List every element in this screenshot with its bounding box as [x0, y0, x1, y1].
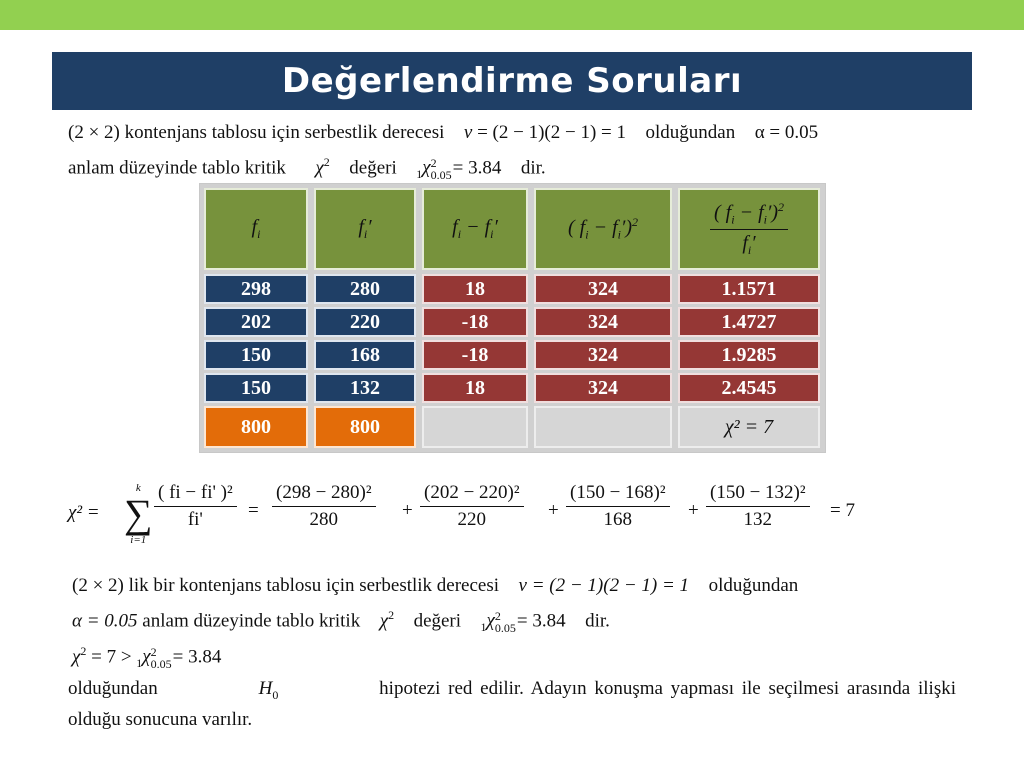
term-1: $\frac{\text{(298 − 280)²}}{280}$ [272, 482, 376, 531]
intro-text: dir. [520, 157, 546, 179]
cell-ratio-row4: 2.4545 [678, 373, 820, 403]
total-empty-2 [534, 406, 672, 448]
term-2: $\frac{\text{(202 − 220)²}}{220}$ [420, 482, 524, 531]
critical-chi: $_1$χ 2 0.05 [136, 644, 172, 671]
total-chi-square: χ² = 7 [678, 406, 820, 448]
cell-ratio-row1: 1.1571 [678, 274, 820, 304]
df-expression: v = (2 − 1)(2 − 1) = 1 [518, 575, 690, 596]
cell-diff-row3: -18 [422, 340, 528, 370]
header-fi-prime: $f_i'$ [314, 188, 416, 270]
slide-title: Değerlendirme Soruları [281, 61, 743, 101]
cell-diffsq-row1: 324 [534, 274, 672, 304]
intro-line-2: anlam düzeyinde tablo kritik $\chi^2$ değeri $_1$χ 2 0.05 = 3.84 dir. [68, 155, 546, 182]
null-hypothesis: $H_0$ [258, 678, 279, 702]
chi-square-formula [68, 478, 968, 548]
alpha-value: α = 0.05 [754, 122, 819, 143]
header-fi: $f_i$ [204, 188, 308, 270]
header-ratio: $\frac{( f_i - f_i')^2}{f_i'}$ [678, 188, 820, 270]
conclusion-line-1 [72, 575, 798, 597]
cell-fi-row1: 298 [204, 274, 308, 304]
cell-fi-prime-row2: 220 [314, 307, 416, 337]
formula-lhs: χ² = [68, 502, 100, 523]
cell-fi-row3: 150 [204, 340, 308, 370]
intro-text: değeri [349, 157, 397, 179]
total-empty-1 [422, 406, 528, 448]
header-difference-squared: ( $f_i - f_i')^2$ [534, 188, 672, 270]
conclusion-line-2: α = 0.05 anlam düzeyinde tablo kritik $\chi^2$ değeri $_1$χ 2 0.05 = 3.84 dir. [72, 608, 610, 635]
chi-symbol: χ [379, 610, 389, 632]
total-fi-prime: 800 [314, 406, 416, 448]
equals-sign: = [248, 500, 259, 521]
plus-sign: + [402, 500, 413, 521]
nu-symbol: v [463, 122, 473, 143]
cell-ratio-row2: 1.4727 [678, 307, 820, 337]
conclusion-text: dir. [585, 610, 610, 632]
contingency-table [200, 184, 825, 452]
chi-symbol: χ [315, 157, 324, 179]
term-4: $\frac{\text{(150 − 132)²}}{132}$ [706, 482, 810, 531]
critical-value: = 3.84 [172, 646, 222, 668]
cell-ratio-row3: 1.9285 [678, 340, 820, 370]
total-fi: 800 [204, 406, 308, 448]
intro-text: anlam düzeyinde tablo kritik [68, 157, 286, 179]
critical-chi: $_1$χ 2 0.05 [416, 155, 452, 182]
title-banner [52, 52, 972, 110]
conclusion-text: olduğundan [708, 575, 799, 596]
plus-sign: + [548, 500, 559, 521]
df-expression: = (2 − 1)(2 − 1) = 1 [472, 122, 626, 143]
cell-fi-row4: 150 [204, 373, 308, 403]
cell-fi-prime-row1: 280 [314, 274, 416, 304]
comparison: = 7 > [86, 646, 132, 668]
cell-diffsq-row4: 324 [534, 373, 672, 403]
conclusion-text: anlam düzeyinde tablo kritik [142, 610, 361, 632]
conclusion-text: hipotezi red edilir. Adayın konuşma yapması ile seçilmesi arasında ilişki [379, 678, 956, 699]
conclusion-line-3: $\chi^2 = 7 > _1\chi$ 2 0.05 = 3.84 [72, 644, 222, 671]
conclusion-line-5: olduğu sonucuna varılır. [68, 709, 253, 730]
term-3: $\frac{\text{(150 − 168)²}}{168}$ [566, 482, 670, 531]
chi-symbol: χ [72, 646, 81, 668]
cell-diff-row1: 18 [422, 274, 528, 304]
cell-fi-row2: 202 [204, 307, 308, 337]
cell-diff-row2: -18 [422, 307, 528, 337]
general-term: $\frac{\text{( fi − fi' )²}}{fi'}$ [154, 482, 237, 531]
cell-diff-row4: 18 [422, 373, 528, 403]
intro-text: olduğundan [645, 122, 736, 143]
formula-result: = 7 [830, 500, 855, 521]
cell-diffsq-row3: 324 [534, 340, 672, 370]
conclusion-line-4 [68, 678, 956, 703]
plus-sign: + [688, 500, 699, 521]
conclusion-text: olduğundan [68, 678, 158, 699]
critical-value: = 3.84 [516, 610, 566, 632]
conclusion-text: (2 × 2) lik bir kontenjans tablosu için serbestlik derecesi [72, 575, 500, 596]
cell-fi-prime-row4: 132 [314, 373, 416, 403]
alpha-value: α = 0.05 [72, 610, 138, 632]
cell-diffsq-row2: 324 [534, 307, 672, 337]
critical-value: = 3.84 [452, 157, 502, 179]
cell-fi-prime-row3: 168 [314, 340, 416, 370]
conclusion-text: değeri [413, 610, 462, 632]
intro-line-1 [68, 122, 818, 144]
sum-symbol: k ∑ i=1 [124, 482, 153, 546]
header-difference: $f_i - f_i'$ [422, 188, 528, 270]
top-accent-bar [0, 0, 1024, 30]
intro-text: (2 × 2) kontenjans tablosu için serbestlik derecesi [68, 122, 445, 143]
critical-chi: $_1$χ 2 0.05 [480, 608, 516, 635]
